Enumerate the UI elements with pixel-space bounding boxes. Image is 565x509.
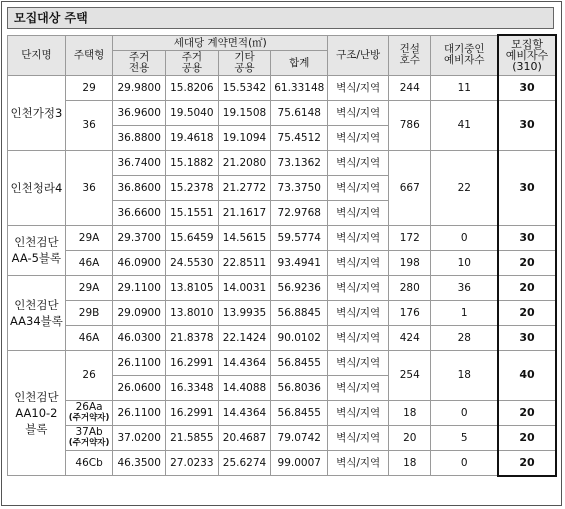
units: 424 bbox=[389, 325, 431, 350]
table-row bbox=[8, 325, 557, 350]
exclusive-area: 37.0200 bbox=[113, 425, 166, 450]
common-area: 16.2991 bbox=[166, 400, 219, 425]
structure: 벽식/지역 bbox=[328, 125, 389, 150]
recruit: 20 bbox=[498, 275, 556, 300]
housing-type: 37Ab (주거약자) bbox=[65, 425, 113, 450]
waiting: 18 bbox=[431, 350, 498, 400]
common-area: 15.6459 bbox=[166, 225, 219, 250]
exclusive-area: 29.1100 bbox=[113, 275, 166, 300]
other-area: 21.2080 bbox=[218, 150, 271, 175]
header-recruit: 모집할 예비자수 (310) bbox=[498, 35, 556, 75]
recruit: 30 bbox=[498, 325, 556, 350]
structure: 벽식/지역 bbox=[328, 450, 389, 476]
recruit: 40 bbox=[498, 350, 556, 400]
units: 18 bbox=[389, 450, 431, 476]
total-area: 73.3750 bbox=[271, 175, 328, 200]
exclusive-area: 36.9600 bbox=[113, 100, 166, 125]
exclusive-area: 29.3700 bbox=[113, 225, 166, 250]
units: 198 bbox=[389, 250, 431, 275]
common-area: 19.5040 bbox=[166, 100, 219, 125]
units: 176 bbox=[389, 300, 431, 325]
recruit: 20 bbox=[498, 250, 556, 275]
structure: 벽식/지역 bbox=[328, 400, 389, 425]
other-area: 20.4687 bbox=[218, 425, 271, 450]
recruit: 20 bbox=[498, 400, 556, 425]
common-area: 19.4618 bbox=[166, 125, 219, 150]
housing-type: 29 bbox=[65, 75, 113, 100]
recruit: 30 bbox=[498, 75, 556, 100]
units: 18 bbox=[389, 400, 431, 425]
exclusive-area: 36.8600 bbox=[113, 175, 166, 200]
total-area: 75.4512 bbox=[271, 125, 328, 150]
structure: 벽식/지역 bbox=[328, 200, 389, 225]
exclusive-area: 36.8800 bbox=[113, 125, 166, 150]
common-area: 13.8105 bbox=[166, 275, 219, 300]
structure: 벽식/지역 bbox=[328, 150, 389, 175]
total-area: 61.33148 bbox=[271, 75, 328, 100]
waiting: 1 bbox=[431, 300, 498, 325]
table-row bbox=[8, 225, 557, 250]
table-row bbox=[8, 450, 557, 476]
table-row bbox=[8, 100, 557, 125]
units: 667 bbox=[389, 150, 431, 225]
other-area: 14.4364 bbox=[218, 350, 271, 375]
housing-type: 46Cb bbox=[65, 450, 113, 476]
exclusive-area: 36.7400 bbox=[113, 150, 166, 175]
waiting: 28 bbox=[431, 325, 498, 350]
recruit: 30 bbox=[498, 100, 556, 150]
header-common: 주거 공용 bbox=[166, 50, 219, 75]
waiting: 36 bbox=[431, 275, 498, 300]
recruit: 20 bbox=[498, 425, 556, 450]
waiting: 0 bbox=[431, 225, 498, 250]
units: 172 bbox=[389, 225, 431, 250]
header-units: 건설 호수 bbox=[389, 35, 431, 75]
structure: 벽식/지역 bbox=[328, 225, 389, 250]
recruit: 20 bbox=[498, 300, 556, 325]
structure: 벽식/지역 bbox=[328, 375, 389, 400]
waiting: 5 bbox=[431, 425, 498, 450]
housing-type: 29A bbox=[65, 275, 113, 300]
total-area: 56.8845 bbox=[271, 300, 328, 325]
other-area: 15.5342 bbox=[218, 75, 271, 100]
units: 280 bbox=[389, 275, 431, 300]
table-row bbox=[8, 350, 557, 375]
total-area: 56.8455 bbox=[271, 350, 328, 375]
housing-type: 26 bbox=[65, 350, 113, 400]
recruit: 30 bbox=[498, 225, 556, 250]
header-total: 합계 bbox=[271, 50, 328, 75]
structure: 벽식/지역 bbox=[328, 250, 389, 275]
other-area: 14.5615 bbox=[218, 225, 271, 250]
housing-type: 29A bbox=[65, 225, 113, 250]
common-area: 24.5530 bbox=[166, 250, 219, 275]
exclusive-area: 46.0300 bbox=[113, 325, 166, 350]
housing-type: 29B bbox=[65, 300, 113, 325]
common-area: 27.0233 bbox=[166, 450, 219, 476]
header-type: 주택형 bbox=[65, 35, 113, 75]
common-area: 15.2378 bbox=[166, 175, 219, 200]
header-waiting: 대기중인 예비자수 bbox=[431, 35, 498, 75]
total-area: 56.9236 bbox=[271, 275, 328, 300]
complex-name: 인천검단 AA10-2 블록 bbox=[8, 350, 66, 476]
complex-name: 인천검단 AA34블록 bbox=[8, 275, 66, 350]
table-row bbox=[8, 425, 557, 450]
units: 244 bbox=[389, 75, 431, 100]
common-area: 16.3348 bbox=[166, 375, 219, 400]
recruit: 30 bbox=[498, 150, 556, 225]
total-area: 99.0007 bbox=[271, 450, 328, 476]
header-other: 기타 공용 bbox=[218, 50, 271, 75]
table-row bbox=[8, 150, 557, 175]
exclusive-area: 46.3500 bbox=[113, 450, 166, 476]
exclusive-area: 29.9800 bbox=[113, 75, 166, 100]
total-area: 75.6148 bbox=[271, 100, 328, 125]
structure: 벽식/지역 bbox=[328, 425, 389, 450]
other-area: 14.4364 bbox=[218, 400, 271, 425]
other-area: 14.4088 bbox=[218, 375, 271, 400]
total-area: 79.0742 bbox=[271, 425, 328, 450]
housing-type: 46A bbox=[65, 325, 113, 350]
section-title: 모집대상 주택 bbox=[7, 7, 554, 29]
waiting: 41 bbox=[431, 100, 498, 150]
housing-table bbox=[7, 34, 557, 477]
common-area: 15.1551 bbox=[166, 200, 219, 225]
housing-type: 36 bbox=[65, 150, 113, 225]
complex-name: 인천검단 AA-5블록 bbox=[8, 225, 66, 275]
exclusive-area: 26.0600 bbox=[113, 375, 166, 400]
structure: 벽식/지역 bbox=[328, 325, 389, 350]
waiting: 0 bbox=[431, 400, 498, 425]
complex-name: 인천청라4 bbox=[8, 150, 66, 225]
other-area: 21.1617 bbox=[218, 200, 271, 225]
other-area: 19.1508 bbox=[218, 100, 271, 125]
table-row bbox=[8, 275, 557, 300]
exclusive-area: 36.6600 bbox=[113, 200, 166, 225]
common-area: 21.8378 bbox=[166, 325, 219, 350]
complex-name: 인천가정3 bbox=[8, 75, 66, 150]
housing-type: 36 bbox=[65, 100, 113, 150]
other-area: 25.6274 bbox=[218, 450, 271, 476]
exclusive-area: 46.0900 bbox=[113, 250, 166, 275]
other-area: 13.9935 bbox=[218, 300, 271, 325]
structure: 벽식/지역 bbox=[328, 275, 389, 300]
units: 786 bbox=[389, 100, 431, 150]
waiting: 11 bbox=[431, 75, 498, 100]
recruit: 20 bbox=[498, 450, 556, 476]
total-area: 72.9768 bbox=[271, 200, 328, 225]
housing-type: 26Aa (주거약자) bbox=[65, 400, 113, 425]
total-area: 59.5774 bbox=[271, 225, 328, 250]
header-area-group: 세대당 계약면적(㎡) bbox=[113, 35, 328, 50]
structure: 벽식/지역 bbox=[328, 300, 389, 325]
common-area: 16.2991 bbox=[166, 350, 219, 375]
exclusive-area: 29.0900 bbox=[113, 300, 166, 325]
common-area: 21.5855 bbox=[166, 425, 219, 450]
other-area: 19.1094 bbox=[218, 125, 271, 150]
total-area: 56.8036 bbox=[271, 375, 328, 400]
other-area: 22.8511 bbox=[218, 250, 271, 275]
waiting: 10 bbox=[431, 250, 498, 275]
units: 20 bbox=[389, 425, 431, 450]
structure: 벽식/지역 bbox=[328, 175, 389, 200]
structure: 벽식/지역 bbox=[328, 100, 389, 125]
total-area: 73.1362 bbox=[271, 150, 328, 175]
other-area: 22.1424 bbox=[218, 325, 271, 350]
other-area: 14.0031 bbox=[218, 275, 271, 300]
total-area: 56.8455 bbox=[271, 400, 328, 425]
housing-type: 46A bbox=[65, 250, 113, 275]
structure: 벽식/지역 bbox=[328, 350, 389, 375]
common-area: 13.8010 bbox=[166, 300, 219, 325]
header-structure: 구조/난방 bbox=[328, 35, 389, 75]
exclusive-area: 26.1100 bbox=[113, 400, 166, 425]
table-row bbox=[8, 75, 557, 100]
units: 254 bbox=[389, 350, 431, 400]
table-row bbox=[8, 250, 557, 275]
table-row bbox=[8, 300, 557, 325]
common-area: 15.1882 bbox=[166, 150, 219, 175]
header-exclusive: 주거 전용 bbox=[113, 50, 166, 75]
structure: 벽식/지역 bbox=[328, 75, 389, 100]
header-complex: 단지명 bbox=[8, 35, 66, 75]
waiting: 22 bbox=[431, 150, 498, 225]
other-area: 21.2772 bbox=[218, 175, 271, 200]
waiting: 0 bbox=[431, 450, 498, 476]
common-area: 15.8206 bbox=[166, 75, 219, 100]
table-row bbox=[8, 400, 557, 425]
total-area: 93.4941 bbox=[271, 250, 328, 275]
exclusive-area: 26.1100 bbox=[113, 350, 166, 375]
total-area: 90.0102 bbox=[271, 325, 328, 350]
